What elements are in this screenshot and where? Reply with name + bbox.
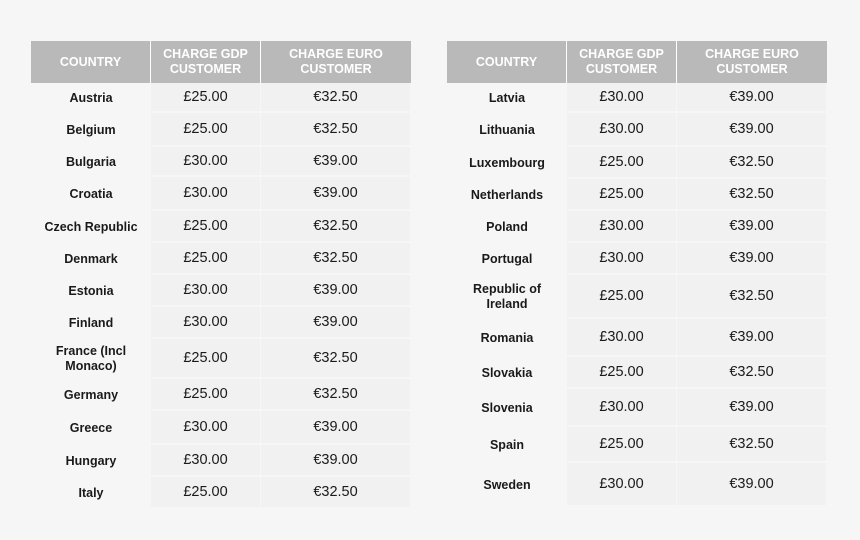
country-cell: Slovakia — [447, 357, 567, 389]
charge-euro-cell: €39.00 — [261, 147, 411, 177]
country-cell: Portugal — [447, 243, 567, 275]
country-cell: Lithuania — [447, 113, 567, 147]
country-cell: Belgium — [31, 113, 151, 147]
table-row — [447, 275, 827, 319]
charge-gbp-cell: £30.00 — [567, 243, 677, 275]
table-row — [31, 83, 411, 113]
charge-euro-cell: €39.00 — [677, 463, 827, 507]
charge-gbp-cell: £30.00 — [567, 113, 677, 147]
country-cell: France (Incl Monaco) — [31, 339, 151, 379]
charge-gbp-cell: £30.00 — [151, 445, 261, 477]
country-cell: Denmark — [31, 243, 151, 275]
charge-gbp-cell: £30.00 — [151, 177, 261, 211]
charge-euro-cell: €39.00 — [261, 411, 411, 445]
charge-euro-cell: €32.50 — [261, 83, 411, 113]
charge-gbp-cell: £30.00 — [567, 463, 677, 507]
charge-gbp-cell: £25.00 — [567, 147, 677, 179]
country-cell: Italy — [31, 477, 151, 509]
table-row — [447, 463, 827, 507]
table-row — [447, 319, 827, 357]
charge-euro-cell: €39.00 — [261, 275, 411, 307]
table-row — [447, 147, 827, 179]
charge-gbp-cell: £30.00 — [151, 307, 261, 339]
table-row — [447, 389, 827, 427]
country-cell: Latvia — [447, 83, 567, 113]
table-row — [447, 179, 827, 211]
table-row — [447, 243, 827, 275]
header-charge-gbp: CHARGE GDP CUSTOMER — [151, 41, 261, 83]
charge-euro-cell: €39.00 — [677, 211, 827, 243]
charge-gbp-cell: £25.00 — [567, 179, 677, 211]
charge-gbp-cell: £30.00 — [567, 319, 677, 357]
charge-euro-cell: €32.50 — [677, 275, 827, 319]
country-cell: Republic of Ireland — [447, 275, 567, 319]
charge-euro-cell: €39.00 — [677, 113, 827, 147]
country-cell: Bulgaria — [31, 147, 151, 177]
table-row — [31, 147, 411, 177]
charge-euro-cell: €39.00 — [677, 243, 827, 275]
table-row — [31, 275, 411, 307]
country-cell: Slovenia — [447, 389, 567, 427]
charge-gbp-cell: £25.00 — [151, 243, 261, 275]
charge-gbp-cell: £30.00 — [567, 389, 677, 427]
pricing-table-left — [31, 41, 411, 509]
charge-euro-cell: €32.50 — [261, 113, 411, 147]
pricing-table-right — [447, 41, 827, 507]
table-row — [31, 113, 411, 147]
country-cell: Greece — [31, 411, 151, 445]
charge-gbp-cell: £30.00 — [567, 83, 677, 113]
charge-euro-cell: €32.50 — [677, 179, 827, 211]
charge-euro-cell: €39.00 — [261, 445, 411, 477]
table-row — [447, 427, 827, 463]
charge-euro-cell: €39.00 — [261, 177, 411, 211]
country-cell: Spain — [447, 427, 567, 463]
charge-euro-cell: €32.50 — [261, 379, 411, 411]
charge-gbp-cell: £30.00 — [567, 211, 677, 243]
charge-gbp-cell: £30.00 — [151, 275, 261, 307]
charge-gbp-cell: £25.00 — [567, 357, 677, 389]
country-cell: Poland — [447, 211, 567, 243]
header-charge-gbp: CHARGE GDP CUSTOMER — [567, 41, 677, 83]
table-row — [31, 411, 411, 445]
charge-euro-cell: €32.50 — [261, 339, 411, 379]
country-cell: Luxembourg — [447, 147, 567, 179]
table-row — [31, 477, 411, 509]
country-cell: Austria — [31, 83, 151, 113]
header-country: COUNTRY — [31, 41, 151, 83]
charge-gbp-cell: £25.00 — [151, 113, 261, 147]
charge-gbp-cell: £30.00 — [151, 411, 261, 445]
country-cell: Hungary — [31, 445, 151, 477]
charge-euro-cell: €39.00 — [677, 319, 827, 357]
charge-gbp-cell: £25.00 — [567, 427, 677, 463]
country-cell: Croatia — [31, 177, 151, 211]
charge-gbp-cell: £25.00 — [151, 339, 261, 379]
table-row — [447, 357, 827, 389]
header-charge-euro: CHARGE EURO CUSTOMER — [261, 41, 411, 83]
charge-gbp-cell: £25.00 — [151, 477, 261, 509]
table-row — [31, 243, 411, 275]
charge-euro-cell: €32.50 — [261, 211, 411, 243]
header-charge-euro: CHARGE EURO CUSTOMER — [677, 41, 827, 83]
header-country: COUNTRY — [447, 41, 567, 83]
charge-gbp-cell: £25.00 — [151, 211, 261, 243]
country-cell: Germany — [31, 379, 151, 411]
table-row — [447, 113, 827, 147]
charge-gbp-cell: £25.00 — [567, 275, 677, 319]
charge-gbp-cell: £25.00 — [151, 83, 261, 113]
country-cell: Romania — [447, 319, 567, 357]
charge-euro-cell: €39.00 — [261, 307, 411, 339]
country-cell: Czech Republic — [31, 211, 151, 243]
charge-gbp-cell: £30.00 — [151, 147, 261, 177]
charge-euro-cell: €32.50 — [677, 427, 827, 463]
table-row — [31, 379, 411, 411]
country-cell: Finland — [31, 307, 151, 339]
charge-euro-cell: €39.00 — [677, 83, 827, 113]
table-row — [31, 339, 411, 379]
charge-euro-cell: €32.50 — [677, 147, 827, 179]
charge-euro-cell: €32.50 — [261, 477, 411, 509]
table-row — [31, 177, 411, 211]
charge-euro-cell: €32.50 — [261, 243, 411, 275]
country-cell: Sweden — [447, 463, 567, 507]
charge-euro-cell: €39.00 — [677, 389, 827, 427]
table-row — [31, 211, 411, 243]
charge-euro-cell: €32.50 — [677, 357, 827, 389]
table-row — [447, 211, 827, 243]
table-header-row — [447, 41, 827, 83]
country-cell: Netherlands — [447, 179, 567, 211]
country-cell: Estonia — [31, 275, 151, 307]
charge-gbp-cell: £25.00 — [151, 379, 261, 411]
table-row — [447, 83, 827, 113]
table-row — [31, 307, 411, 339]
table-row — [31, 445, 411, 477]
table-header-row — [31, 41, 411, 83]
